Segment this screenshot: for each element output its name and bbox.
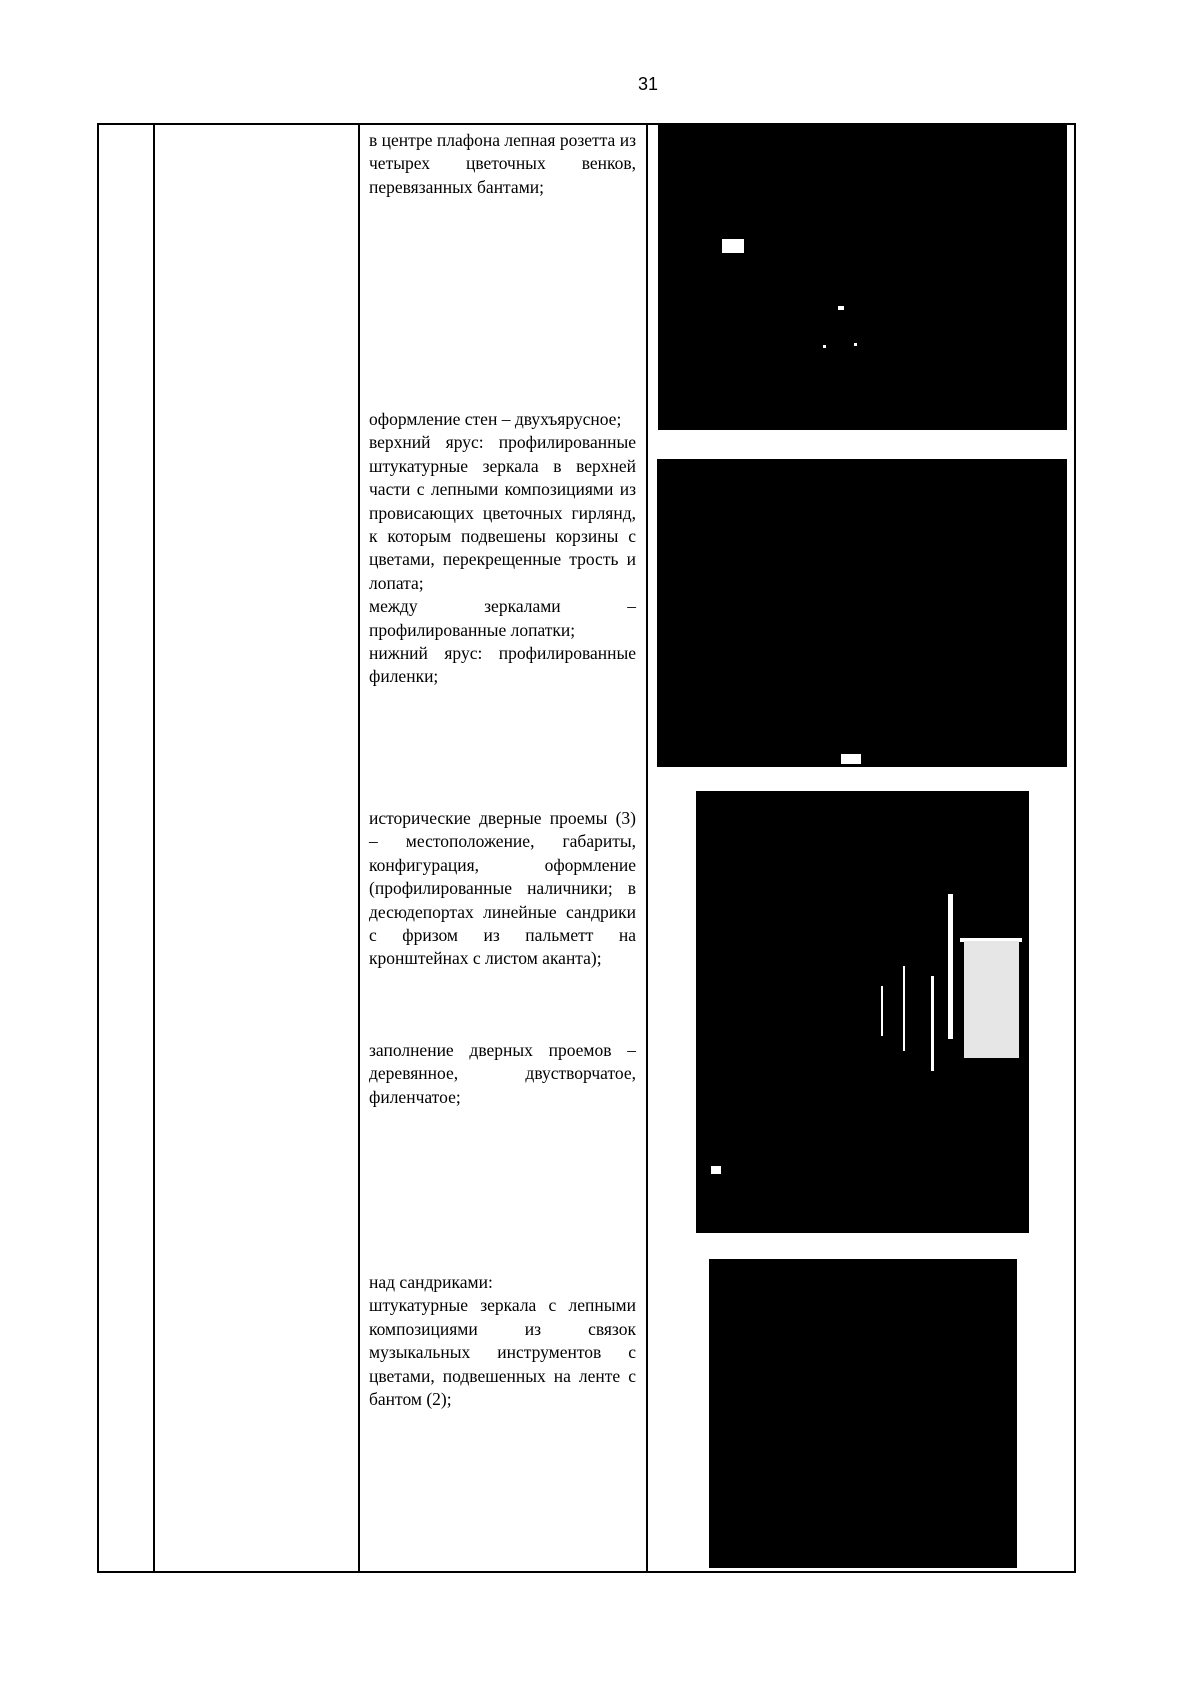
text-block-walls (369, 408, 636, 689)
column-divider-2 (358, 125, 360, 1571)
paragraph: между зеркалами – профилированные лопатки; (369, 596, 636, 640)
paragraph: штукатурные зеркала с лепными композициями из связок музыкальных инструментов с цветами, подвешенных на ленте с бантом (2); (369, 1295, 636, 1410)
paragraph: оформление стен – двухъярусное; (369, 409, 622, 429)
wall-photo (657, 459, 1067, 767)
page-number: 31 (637, 74, 659, 94)
description-table (97, 123, 1076, 1573)
ceiling-photo (658, 123, 1067, 430)
column-divider-3 (646, 125, 648, 1571)
text-block-door-openings (369, 807, 636, 971)
paragraph: над сандриками: (369, 1272, 493, 1292)
paragraph: исторические дверные проемы (3) – местоположение, габариты, конфигурация, оформление (профилированные наличники; в десюдепортах линейные сандрики с фризом из пальметт на кронштейнах с листом аканта); (369, 808, 636, 969)
column-divider-1 (153, 125, 155, 1571)
text-block-ceiling (369, 129, 636, 199)
overdoor-photo (709, 1259, 1017, 1568)
paragraph: нижний ярус: профилированные филенки; (369, 643, 636, 687)
paragraph: в центре плафона лепная розетта из четырех цветочных венков, перевязанных бантами; (369, 130, 636, 197)
paragraph: верхний ярус: профилированные штукатурные зеркала в верхней части с лепными композициями из провисающих цветочных гирлянд, к которым подвешены корзины с цветами, перекрещенные трость и лопата; (369, 432, 636, 593)
text-block-above-sandriks (369, 1271, 636, 1411)
text-block-door-fill (369, 1039, 636, 1109)
paragraph: заполнение дверных проемов – деревянное, двустворчатое, филенчатое; (369, 1040, 636, 1107)
door-photo (696, 791, 1029, 1233)
